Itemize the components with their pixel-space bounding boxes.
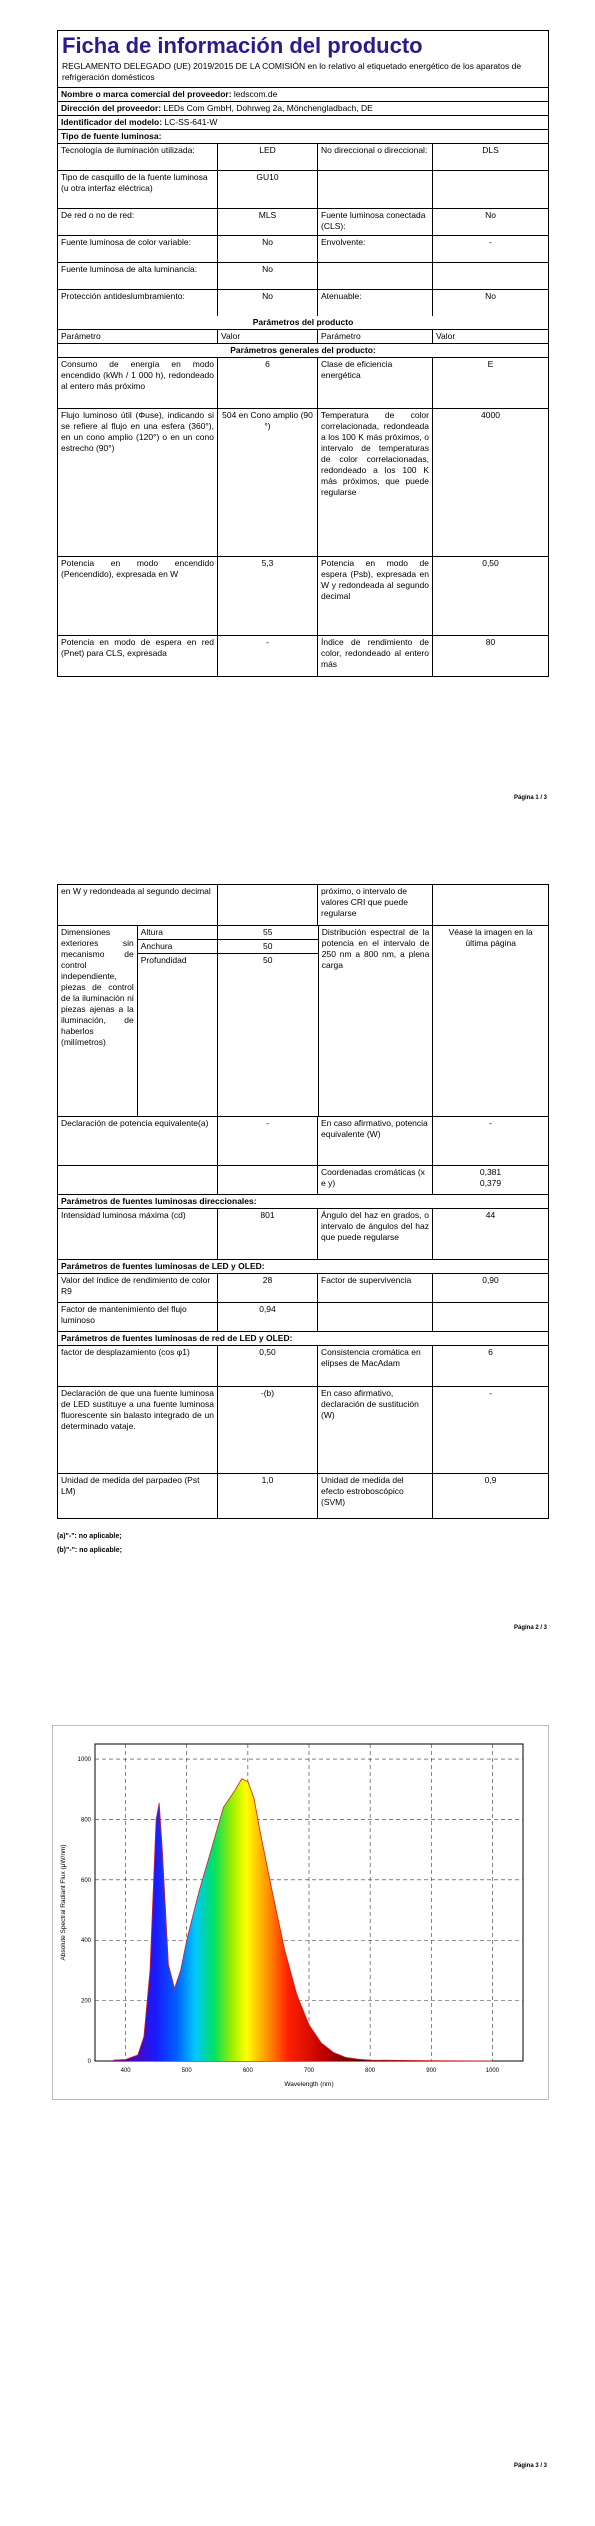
source-type-header: Tipo de fuente luminosa: [58,130,548,144]
address-value: LEDs Com GmbH, Dohrweg 2a, Mönchengladbach, DE [163,103,373,113]
product-info-sheet-continued [57,884,549,1519]
supplier-label: Nombre o marca comercial del proveedor: [61,89,232,99]
model-value: LC-SS-641-W [164,117,218,127]
page-footer-1: Página 1 / 3 [513,795,547,801]
address-label: Dirección del proveedor: [61,103,162,113]
y-tick-label: 400 [80,1938,91,1945]
y-tick-label: 200 [80,1998,91,2005]
table-row: Potencia en modo de espera en red (Pnet) para CLS, expresada - Índice de rendimiento de color, redondeado al entero más 80 [58,636,548,676]
table-row: Fuente luminosa de alta luminancia: No [58,263,548,290]
led-params-header: Parámetros de fuentes luminosas de LED y OLED: [58,1260,548,1274]
page-title: Ficha de información del producto [62,33,423,58]
table-row: Protección antideslumbramiento: No Atenuable: No [58,290,548,316]
y-tick-label: 600 [80,1877,91,1884]
supplier-value: ledscom.de [233,89,278,99]
dimensions-label: Dimensiones exteriores sin mecanismo de control independiente, piezas de control de la iluminación ni piezas ajenas a la iluminación, de haberlos (milímetros) [58,926,138,1116]
table-row: Intensidad luminosa máxima (cd) 801 Ángulo del haz en grados, o intervalo de ángulos del haz que puede regularse 44 [58,1209,548,1260]
table-row: factor de desplazamiento (cos φ1) 0,50 Consistencia cromática en elipses de MacAdam 6 [58,1346,548,1387]
column-headers: Parámetro Valor Parámetro Valor [58,330,548,344]
table-row: Coordenadas cromáticas (x e y) 0,381 0,379 [58,1166,548,1195]
table-row: Potencia en modo encendido (Pencendido), expresada en W 5,3 Potencia en modo de espera (Psb), expresada en W y redondeada al segundo decimal 0,50 [58,557,548,636]
x-tick-label: 600 [242,2068,253,2074]
x-axis-label: Wavelength (nm) [284,2081,334,2088]
spectral-chart-svg [53,1726,548,2099]
dimensions-values: Altura 55 Anchura 50 Profundidad 50 [138,926,319,1116]
table-row: Tecnología de iluminación utilizada: LED No direccional o direccional: DLS [58,144,548,171]
x-tick-label: 1000 [485,2068,500,2074]
dimensions-row [58,926,548,1117]
table-row: en W y redondeada al segundo decimal próximo, o intervalo de valores CRI que puede regularse [58,885,548,926]
directional-params-header: Parámetros de fuentes luminosas direccionales: [58,1195,548,1209]
table-row: De red o no de red: MLS Fuente luminosa conectada (CLS): No [58,209,548,236]
model-row [58,116,548,130]
x-tick-label: 400 [120,2068,131,2074]
table-row: Declaración de que una fuente luminosa de LED sustituye a una fuente luminosa fluorescente sin balasto integrado de un determinado vataje. -(b) En caso afirmativo, declaración de sustitución (W) - [58,1387,548,1474]
footnotes [57,1530,122,1558]
table-row: Flujo luminoso útil (Φuse), indicando si se refiere al flujo en una esfera (360°), en un cono amplio (120°) o en un cono estrecho (90°) 504 en Cono amplio (90 °) Temperatura de color correlacionada, redondeada a los 100 K más próximos, o intervalo de temperaturas de color correlacionadas, redondeado a los 100 K más próximos, que puede regularse 4000 [58,409,548,557]
address-row [58,102,548,116]
general-params-header: Parámetros generales del producto: [58,344,548,358]
y-tick-label: 1000 [77,1757,91,1764]
table-row: Factor de mantenimiento del flujo luminoso 0,94 [58,1303,548,1332]
x-tick-label: 800 [365,2068,376,2074]
supplier-row [58,88,548,102]
model-label: Identificador del modelo: [61,117,163,127]
table-row: Fuente luminosa de color variable: No Envolvente: - [58,236,548,263]
page-footer-2: Página 2 / 3 [513,1625,547,1631]
table-row: Declaración de potencia equivalente(a) - En caso afirmativo, potencia equivalente (W) - [58,1117,548,1166]
table-row: Valor del índice de rendimiento de color R9 28 Factor de supervivencia 0,90 [58,1274,548,1303]
spectral-chart [52,1725,549,2100]
spectral-distribution-label: Distribución espectral de la potencia en el intervalo de 250 nm a 800 nm, a plena carga [319,926,434,1116]
footnote-b: (b)"-": no aplicable; [57,1547,122,1554]
footnote-a: (a)"-": no aplicable; [57,1533,122,1540]
x-tick-label: 500 [181,2068,192,2074]
source-rows [58,144,548,316]
y-tick-label: 0 [87,2059,91,2065]
x-tick-label: 700 [303,2068,315,2074]
product-info-sheet [57,30,549,677]
y-tick-label: 800 [80,1817,91,1824]
spectral-distribution-value: Véase la imagen en la última página [448,927,533,948]
params-header: Parámetros del producto [58,316,548,330]
table-row: Unidad de medida del parpadeo (Pst LM) 1,0 Unidad de medida del efecto estroboscópico (SVM) 0,9 [58,1474,548,1518]
y-axis-label: Absolute Spectral Radiant Flux (μW/nm) [60,1844,67,1961]
x-tick-label: 900 [426,2068,437,2074]
regulation-text: REGLAMENTO DELEGADO (UE) 2019/2015 DE LA COMISIÓN en lo relativo al etiquetado energético de los aparatos de refrigeración domésticos [58,59,548,88]
page-footer-3: Página 3 / 3 [513,2463,547,2469]
led-mains-params-header: Parámetros de fuentes luminosas de red de LED y OLED: [58,1332,548,1346]
table-row: Tipo de casquillo de la fuente luminosa (u otra interfaz eléctrica) GU10 [58,171,548,209]
table-row: Consumo de energía en modo encendido (kWh / 1 000 h), redondeado al entero más próximo 6 Clase de eficiencia energética E [58,358,548,409]
